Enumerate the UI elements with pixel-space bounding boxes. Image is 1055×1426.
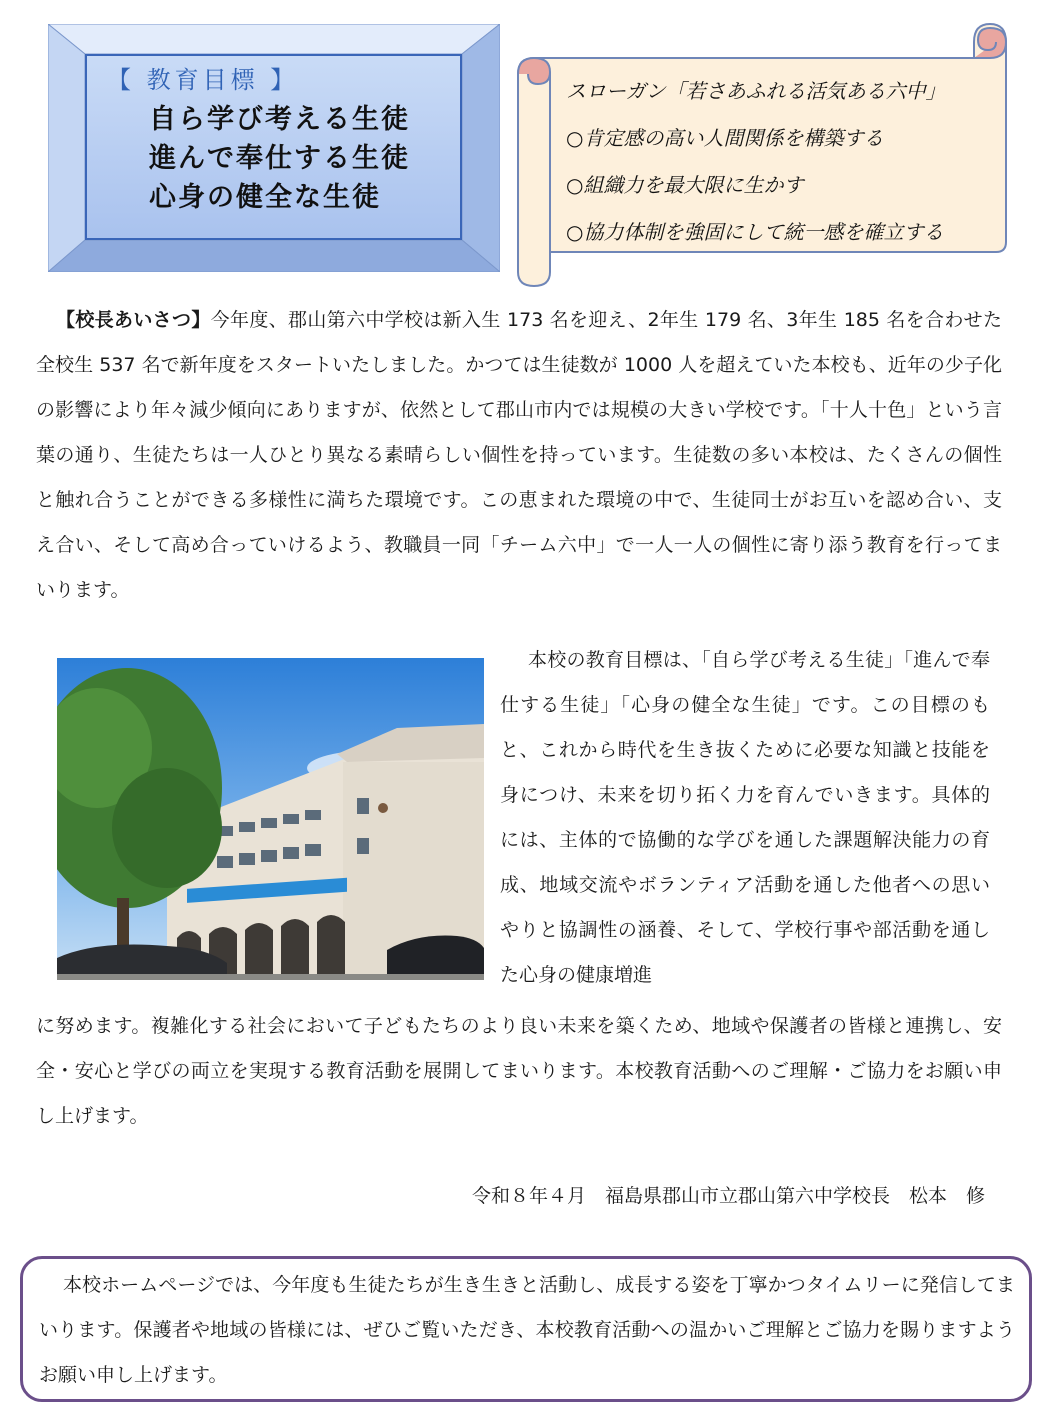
slogan-item: ○組織力を最大限に生かす (566, 173, 804, 197)
education-goal-item: 心身の健全な生徒 (149, 182, 381, 213)
greeting-paragraph-3: に努めます。複雑化する社会において子どもたちのより良い未来を築くため、地域や保護者の皆様と連携し、安全・安心と学びの両立を実現する教育活動を展開してまいります。本校教育活動へのご理解・ご協力をお願い申し上げます。 (36, 1015, 1002, 1127)
education-goals-heading: 【 教育目標 】 (107, 66, 299, 94)
school-building-image (57, 658, 484, 980)
greeting-paragraph-1-text: 今年度、郡山第六中学校は新入生 173 名を迎え、2年生 179 名、3年生 185 名を合わせた全校生 537 名で新年度をスタートいたしました。かつては生徒数が 1000 人を超えていた本校も、近年の少子化の影響により年々減少傾向にありますが、依然として郡山市内では規模の大きい学校です。「十人十色」という言葉の通り、生徒たちは一人ひとり異なる素晴らしい個性を持っています。生徒数の多い本校は、たくさんの個性と触れ合うことができる多様性に満ちた環境です。この恵まれた環境の中で、生徒同士がお互いを認め合い、支え合い、そして高め合っていけるよう、教職員一同「チーム六中」で一人一人の個性に寄り添う教育を行ってまいります。 (36, 309, 1002, 601)
education-goals-panel (85, 54, 462, 240)
homepage-notice-box (20, 1256, 1032, 1402)
education-goal-item: 自ら学び考える生徒 (149, 104, 410, 135)
education-goals-frame (48, 24, 500, 272)
slogan-item: ○肯定感の高い人間関係を構築する (566, 126, 884, 150)
greeting-paragraph-2: 本校の教育目標は、「自ら学び考える生徒」「進んで奉仕する生徒」「心身の健全な生徒」です。この目標のもと、これから時代を生き抜くために必要な知識と技能を身につけ、未来を切り拓く力を育んでいきます。具体的には、主体的で協働的な学びを通した課題解決能力の育成、地域交流やボランティア活動を通した他者への思いやりと協調性の涵養、そして、学校行事や部活動を通した心身の健康増進 (500, 649, 990, 986)
principal-signature: 令和８年４月 福島県郡山市立郡山第六中学校長 松本 修 (471, 1185, 985, 1207)
greeting-heading: 【校長あいさつ】 (56, 309, 211, 331)
school-building-photo (57, 658, 484, 980)
education-goals-list (149, 100, 410, 217)
education-goal-item: 進んで奉仕する生徒 (149, 143, 410, 174)
slogan-item: ○協力体制を強固にして統一感を確立する (566, 220, 944, 244)
slogan-list (566, 68, 946, 256)
greeting-paragraph-1 (36, 298, 1002, 613)
homepage-notice-text: 本校ホームページでは、今年度も生徒たちが生き生きと活動し、成長する姿を丁寧かつタイムリーに発信してまいります。保護者や地域の皆様には、ぜひご覧いただき、本校教育活動への温かいご理解とご協力を賜りますようお願い申し上げます。 (39, 1274, 1015, 1386)
slogan-title: スローガン「若さあふれる活気ある六中」 (566, 79, 946, 103)
